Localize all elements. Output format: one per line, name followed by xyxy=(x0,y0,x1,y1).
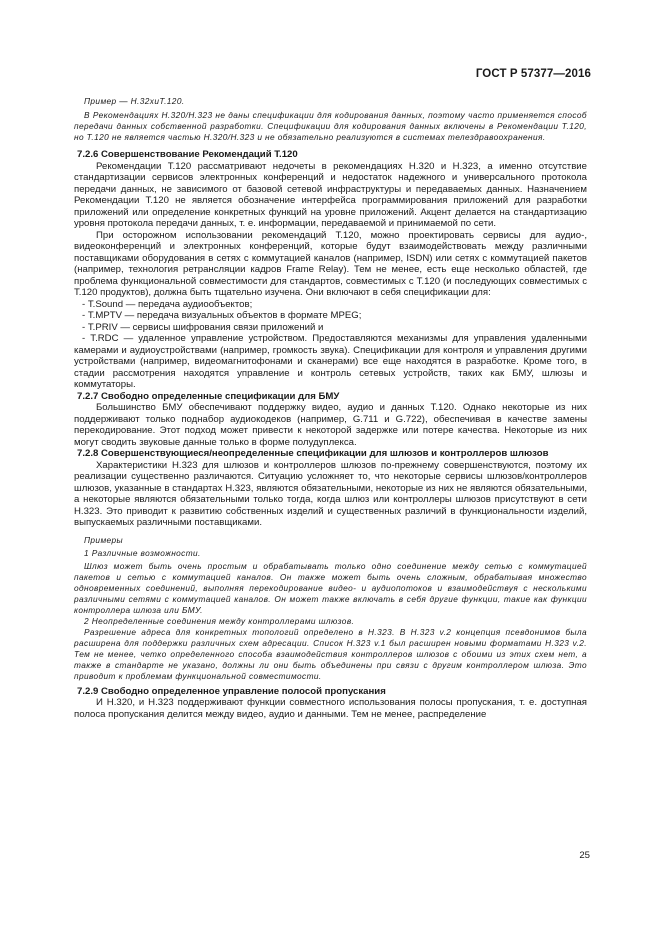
section-7-2-8-paragraph-1: Характеристики Н.323 для шлюзов и контроллеров шлюзов по-прежнему совершенствуются, поэтому их реализации существенно различаются. Ситуацию усложняет то, что некоторые сервисы шлюзов/контроллеров шлюзов, указанные в стандартах Н.323, являются обязательными, некоторые из них не являются обязательными, а некоторые являются обязательными только тогда, когда шлюз или контроллеры шлюзов присутствуют в сети Н.323. Это приводит к развитию собственных изделий и существенных различий в функциональности изделий, выпускаемых различными поставщиками. xyxy=(74,459,587,528)
list-item-trdc: - Т.RDC — удаленное управление устройством. Предоставляются механизмы для управления удаленными камерами и аудиоустройствами (например, громкость звука). Спецификации для контроля и управления другими устройствами (например, видеомагнитофонами и сканерами) все еще находятся в разработке. Кроме того, в стадии рассмотрения находятся управление и контроль сетевых устройств, таких как БМУ, шлюзы и коммутаторы. xyxy=(74,333,587,390)
page-content xyxy=(74,96,587,720)
example-text: В Рекомендациях Н.320/Н.323 не даны спецификации для кодирования данных, поэтому часто применяется способ передачи данных собственной разработки. Спецификации для кодирования данных включены в Рекомендации Т.120, но Т.120 не является частью Н.320/Н.323 и не обязательно реализуются в системах телездравоохранения. xyxy=(74,110,587,142)
example-1-text: Шлюз может быть очень простым и обрабатывать только одно соединение между сетью с коммутацией пакетов и сетью с коммутацией каналов. Он также может быть очень сложным, обрабатывая множество одновременных соединений, выполняя перекодирование видео- и аудиопотоков и взаимодействуя с несколькими различными сетями с коммутацией каналов. Он может также включать в себя другие функции, такие как функции контроллера шлюза или БМУ. xyxy=(74,560,587,615)
example-1-title: 1 Различные возможности. xyxy=(84,547,201,558)
section-7-2-7-paragraph-1: Большинство БМУ обеспечивают поддержку видео, аудио и данных Т.120. Однако некоторые из них поддерживают только поднабор аудиокодеков (например, G.711 и G.722), обеспечивая в качестве замены перекодирование. Этот подход может привести к некоторой задержке или потере качества. Некоторые из них могут сводить звуковые данные только в форме полудуплекса. xyxy=(74,402,587,448)
list-item-tsound: - Т.Sound — передача аудиообъектов; xyxy=(82,298,253,310)
section-7-2-7-title: 7.2.7 Свободно определенные спецификации для БМУ xyxy=(77,390,340,402)
section-7-2-6-title: 7.2.6 Совершенствование Рекомендаций Т.120 xyxy=(77,149,298,160)
example-label: Пример — Н.32хиТ.120. xyxy=(84,96,185,106)
section-7-2-9-title: 7.2.9 Свободно определенное управление полосой пропускания xyxy=(77,685,386,697)
example-2-title: 2 Неопределенные соединения между контроллерами шлюзов. xyxy=(84,615,355,626)
section-7-2-9-paragraph-1: И Н.320, и Н.323 поддерживают функции совместного использования полосы пропускания, т. е. доступная полоса пропускания делится между видео, аудио и данными. Тем не менее, распределение xyxy=(74,697,587,720)
list-item-tmptv: - Т.MPTV — передача визуальных объектов в формате MPEG; xyxy=(82,310,362,321)
page-number: 25 xyxy=(579,850,590,861)
section-7-2-6-paragraph-1: Рекомендации Т.120 рассматривают недочеты в рекомендациях Н.320 и Н.323, а именно отсутствие стандартизации сервисов электронных конференций и недостаток надежного и универсального протокола передачи данных, не зависимого от базовой сетевой инфраструктуры и передаваемых данных. Назначением Рекомендации Т.120 не является обозначение интерфейса программирования приложений для разработки приложений или определение конкретных функций на уровне приложений. Акцент делается на стандартизацию уровня протокола передачи данных, т. е. информации, передаваемой и принимаемой по сети. xyxy=(74,160,587,229)
section-7-2-8-title: 7.2.8 Совершенствующиеся/неопределенные спецификации для шлюзов и контроллеров шлюзов xyxy=(77,448,549,459)
example-2-text: Разрешение адреса для конкретных топологий определено в Н.323. В Н.323 v.2 концепция псевдонимов была расширена для поддержки различных схем адресации. Список Н.323 v.1 был расширен новыми форматами Н.323 v.2. Тем не менее, четко определенного способа взаимодействия контроллеров шлюзов с обоими из этих схем нет, а также в стандарте не указано, должны ли они быть объединены при связи с другим контроллером шлюза. Это приводит к проблемам функциональной совместимости. xyxy=(74,626,587,681)
examples-label: Примеры xyxy=(84,534,124,545)
section-7-2-6-paragraph-2: При осторожном использовании рекомендаций Т.120, можно проектировать сервисы для аудио-, видеоконференций и электронных конференций, которые будут взаимодействовать между различными поставщиками оборудования в сетях с коммутацией каналов (например, ISDN) или сетях с коммутацией пакетов (например, технология ретрансляции кадров Frame Relay). Тем не менее, есть еще несколько областей, где проблема функциональной совместимости для стандартов, совместимых с Т.120 (и последующих совместимых с Т.120 продуктов), должна быть тщательно изучена. Они включают в себя спецификации для: xyxy=(74,229,587,298)
document-header-id: ГОСТ Р 57377—2016 xyxy=(475,68,591,80)
list-item-tpriv: - Т.PRIV — сервисы шифрования связи приложений и xyxy=(82,321,324,333)
